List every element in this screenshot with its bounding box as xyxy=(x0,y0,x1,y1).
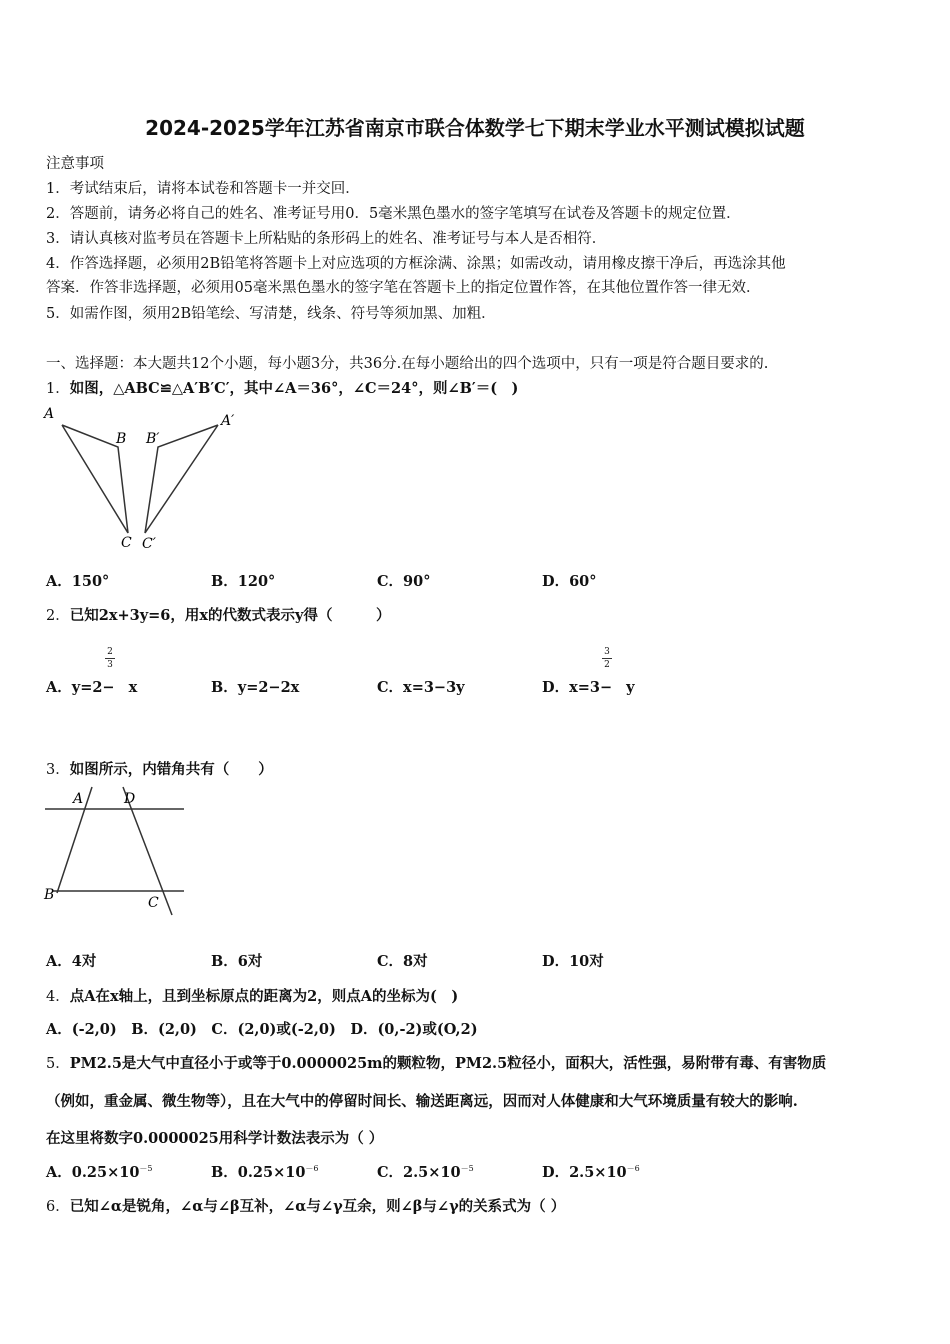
q1-triangles-figure xyxy=(40,405,250,555)
fig-label: B xyxy=(116,431,127,447)
q3-option-c: C．8对 xyxy=(377,953,428,970)
question-6 xyxy=(46,1195,565,1216)
fig-label: C xyxy=(121,535,132,551)
question-4 xyxy=(46,985,458,1006)
question-text: 点A在x轴上，且到坐标原点的距离为2，则点A的坐标为( ) xyxy=(69,988,459,1005)
question-text: 如图所示，内错角共有（ ） xyxy=(69,761,273,778)
fig-label: C xyxy=(148,895,159,911)
question-text: 已知∠α是锐角，∠α与∠β互补，∠α与∠γ互余，则∠β与∠γ的关系式为（ ） xyxy=(69,1198,566,1215)
question-number: 2． xyxy=(46,608,70,624)
q5-option-c: C．$2.5\times 10^{-5}$ xyxy=(377,1164,474,1181)
notice-item: 5．如需作图，须用2B铅笔绘、写清楚，线条、符号等须加黑、加粗． xyxy=(46,306,496,322)
question-number: 6． xyxy=(46,1199,70,1215)
question-text: 如图，△ABC≌△A′B′C′，其中∠A＝36°，∠C＝24°，则∠B′＝( ) xyxy=(69,380,519,397)
q3-option-d: D．10对 xyxy=(542,953,604,970)
notice-item: 2．答题前，请务必将自己的姓名、准考证号用0．5毫米黑色墨水的签字笔填写在试卷及答题卡的规定位置． xyxy=(46,206,741,222)
fig-label: C′ xyxy=(142,536,156,552)
q2-option-a: A．y=2− x xyxy=(46,679,138,696)
question-5-text-3: 在这里将数字0.0000025用科学计数法表示为（ ） xyxy=(46,1130,384,1147)
question-5 xyxy=(46,1052,826,1073)
q5-option-a: A．$0.25\times 10^{-5}$ xyxy=(46,1164,153,1181)
q5-option-b: B．$0.25\times 10^{-6}$ xyxy=(211,1164,319,1181)
q2-option-d: D．x=3− y xyxy=(542,679,635,696)
question-number: 1． xyxy=(46,381,70,397)
fig-label: B xyxy=(44,887,55,903)
q2-option-d-fraction: 3 2 xyxy=(602,647,612,670)
question-text: 已知2x+3y=6，用x的代数式表示y得（ ） xyxy=(69,607,391,624)
notice-item: 4．作答选择题，必须用2B铅笔将答题卡上对应选项的方框涂满、涂黑；如需改动，请用橡皮擦干净后，再选涂其他 xyxy=(46,256,786,272)
page-title: 2024-2025学年江苏省南京市联合体数学七下期末学业水平测试模拟试题 xyxy=(145,116,805,140)
fig-label: B′ xyxy=(146,431,160,447)
q1-option-b: B．120° xyxy=(211,573,276,590)
question-text: PM2.5是大气中直径小于或等于0.0000025m的颗粒物，PM2.5粒径小，面积大，活性强，易附带有毒、有害物质 xyxy=(69,1055,827,1072)
notice-item: 答案．作答非选择题，必须用05毫米黑色墨水的签字笔在答题卡上的指定位置作答，在其他位置作答一律无效． xyxy=(46,280,761,296)
question-number: 4． xyxy=(46,989,70,1005)
q2-option-b: B．y=2−2x xyxy=(211,679,300,696)
section-heading: 一、选择题：本大题共12个小题，每小题3分，共36分.在每小题给出的四个选项中，只有一项是符合题目要求的. xyxy=(46,356,769,372)
q1-option-d: D．60° xyxy=(542,573,597,590)
q4-options: A．(-2,0) B．(2,0) C．(2,0)或(-2,0) D．(0,-2)或(O,2) xyxy=(46,1021,478,1038)
q3-option-b: B．6对 xyxy=(211,953,263,970)
fig-label: A′ xyxy=(221,413,235,429)
q1-option-c: C．90° xyxy=(377,573,431,590)
question-number: 5． xyxy=(46,1056,70,1072)
q2-option-a-fraction: 2 3 xyxy=(105,647,115,670)
notice-item: 1．考试结束后，请将本试卷和答题卡一并交回． xyxy=(46,181,360,197)
q2-option-c: C．x=3−3y xyxy=(377,679,465,696)
fig-label: A xyxy=(44,406,55,422)
q3-option-a: A．4对 xyxy=(46,953,97,970)
q3-parallel-lines-figure xyxy=(40,785,190,920)
question-2 xyxy=(46,604,390,625)
notice-heading: 注意事项 xyxy=(46,156,104,172)
question-3 xyxy=(46,758,273,779)
fig-label: A xyxy=(73,791,84,807)
q1-option-a: A．150° xyxy=(46,573,110,590)
notice-item: 3．请认真核对监考员在答题卡上所粘贴的条形码上的姓名、准考证号与本人是否相符． xyxy=(46,231,607,247)
fig-label: D xyxy=(124,791,136,807)
question-5-text-2: （例如，重金属、微生物等），且在大气中的停留时间长、输送距离远，因而对人体健康和大气环境质量有较大的影响. xyxy=(46,1093,798,1110)
question-number: 3． xyxy=(46,762,70,778)
q5-option-d: D．$2.5\times 10^{-6}$ xyxy=(542,1164,640,1181)
question-1 xyxy=(46,377,518,398)
